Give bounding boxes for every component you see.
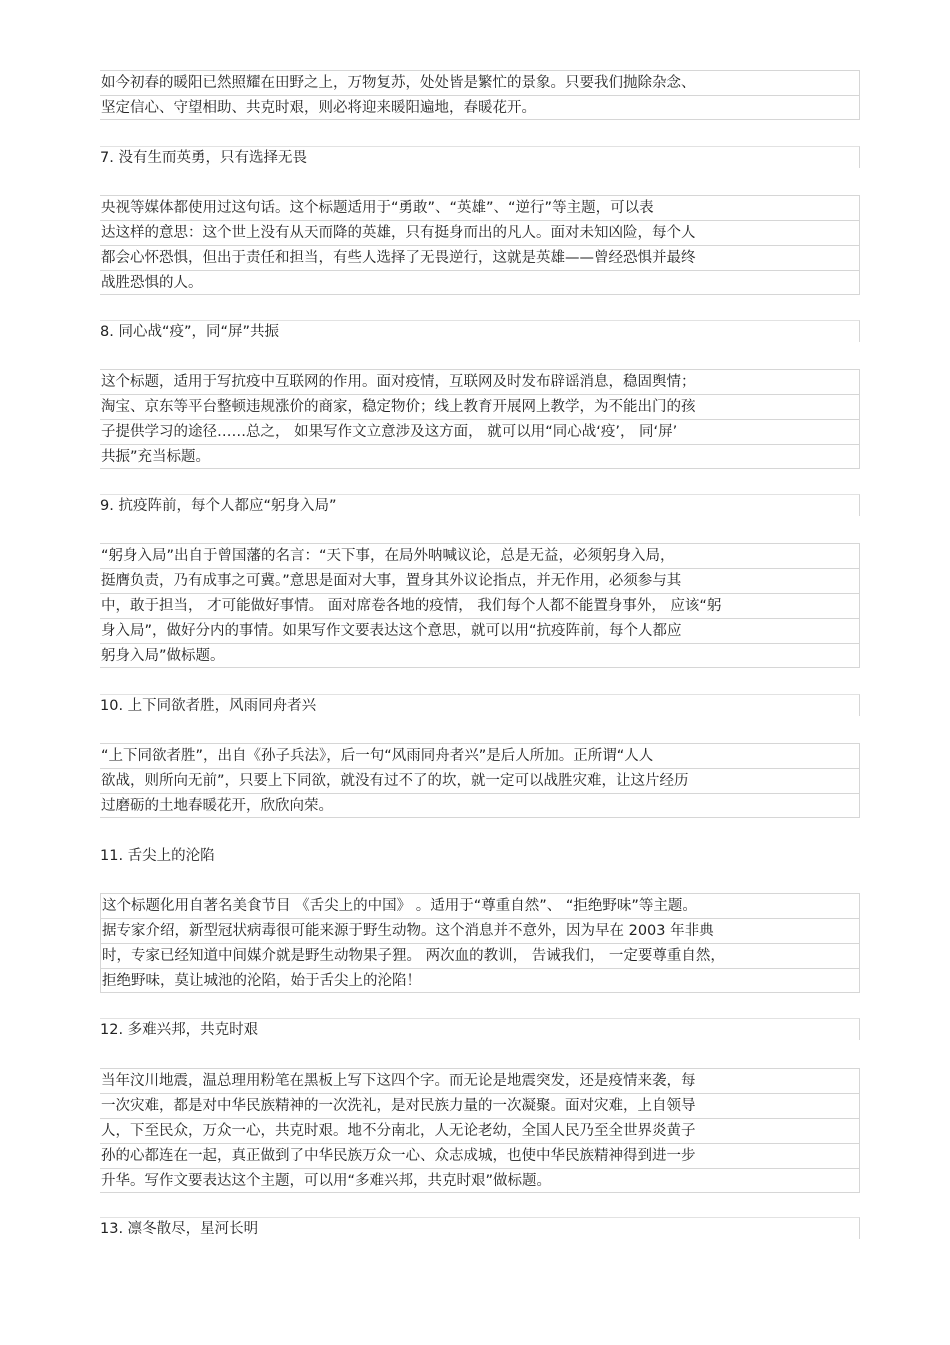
paragraph-line: 时，专家已经知道中间媒介就是野生动物果子狸。 两次血的教训， 告诫我们， 一定要尊重自然， xyxy=(100,943,860,968)
paragraph-line: 共振”充当标题。 xyxy=(100,444,860,469)
intro-paragraph xyxy=(100,70,860,120)
paragraph-line: 这个标题化用自著名美食节目 《舌尖上的中国》 。适用于“尊重自然”、 “拒绝野味”等主题。 xyxy=(100,893,860,918)
section-paragraph xyxy=(100,195,860,295)
paragraph-line: 这个标题，适用于写抗疫中互联网的作用。面对疫情，互联网及时发布辟谣消息，稳固舆情； xyxy=(100,369,860,394)
paragraph-line: 欲战，则所向无前”，只要上下同欲，就没有过不了的坎，就一定可以战胜灾难，让这片经历 xyxy=(100,768,860,793)
section-heading: 11. 舌尖上的沦陷 xyxy=(100,848,215,864)
section-heading: 8. 同心战“疫”，同“屏”共振 xyxy=(100,320,860,342)
paragraph-line: 坚定信心、守望相助、共克时艰，则必将迎来暖阳遍地，春暖花开。 xyxy=(100,95,860,120)
paragraph-line: 央视等媒体都使用过这句话。这个标题适用于“勇敢”、“英雄”、“逆行”等主题，可以表 xyxy=(100,195,860,220)
paragraph-line: 一次灾难，都是对中华民族精神的一次洗礼，是对民族力量的一次凝聚。面对灾难，上自领导 xyxy=(100,1093,860,1118)
paragraph-line: 淘宝、京东等平台整顿违规涨价的商家，稳定物价；线上教育开展网上教学，为不能出门的孩 xyxy=(100,394,860,419)
section-heading: 10. 上下同欲者胜，风雨同舟者兴 xyxy=(100,694,860,716)
paragraph-line: 达这样的意思：这个世上没有从天而降的英雄，只有挺身而出的凡人。面对未知凶险，每个人 xyxy=(100,220,860,245)
paragraph-line: 都会心怀恐惧，但出于责任和担当，有些人选择了无畏逆行，这就是英雄——曾经恐惧并最终 xyxy=(100,245,860,270)
paragraph-line: “躬身入局”出自于曾国藩的名言：“天下事，在局外呐喊议论，总是无益，必须躬身入局， xyxy=(100,543,860,568)
paragraph-line: 子提供学习的途径……总之， 如果写作文立意涉及这方面， 就可以用“同心战‘疫’， 同‘屏’ xyxy=(100,419,860,444)
paragraph-line: 拒绝野味，莫让城池的沦陷，始于舌尖上的沦陷！ xyxy=(100,968,860,993)
paragraph-line: 战胜恐惧的人。 xyxy=(100,270,860,295)
paragraph-line: 据专家介绍，新型冠状病毒很可能来源于野生动物。这个消息并不意外，因为早在 2003 年非典 xyxy=(100,918,860,943)
paragraph-line: “上下同欲者胜”，出自《孙子兵法》，后一句“风雨同舟者兴”是后人所加。正所谓“人人 xyxy=(100,743,860,768)
section-paragraph xyxy=(100,893,860,993)
paragraph-line: 挺膺负责，乃有成事之可冀。”意思是面对大事，置身其外议论指点，并无作用，必须参与其 xyxy=(100,568,860,593)
paragraph-line: 当年汶川地震，温总理用粉笔在黑板上写下这四个字。而无论是地震突发，还是疫情来袭，每 xyxy=(100,1068,860,1093)
paragraph-line: 升华。写作文要表达这个主题，可以用“多难兴邦，共克时艰”做标题。 xyxy=(100,1168,860,1193)
paragraph-line: 身入局”，做好分内的事情。如果写作文要表达这个意思，就可以用“抗疫阵前，每个人都应 xyxy=(100,618,860,643)
section-heading: 7. 没有生而英勇，只有选择无畏 xyxy=(100,146,860,168)
section-paragraph xyxy=(100,1068,860,1193)
section-paragraph xyxy=(100,743,860,818)
section-heading: 12. 多难兴邦，共克时艰 xyxy=(100,1018,860,1040)
paragraph-line: 过磨砺的土地春暖花开，欣欣向荣。 xyxy=(100,793,860,818)
section-heading: 13. 凛冬散尽，星河长明 xyxy=(100,1217,860,1239)
paragraph-line: 躬身入局”做标题。 xyxy=(100,643,860,668)
paragraph-line: 人，下至民众，万众一心，共克时艰。地不分南北，人无论老幼，全国人民乃至全世界炎黄子 xyxy=(100,1118,860,1143)
paragraph-line: 孙的心都连在一起，真正做到了中华民族万众一心、众志成城，也使中华民族精神得到进一步 xyxy=(100,1143,860,1168)
paragraph-line: 如今初春的暖阳已然照耀在田野之上，万物复苏，处处皆是繁忙的景象。只要我们抛除杂念、 xyxy=(100,70,860,95)
section-heading: 9. 抗疫阵前，每个人都应“躬身入局” xyxy=(100,494,860,516)
section-paragraph xyxy=(100,369,860,469)
paragraph-line: 中，敢于担当， 才可能做好事情。 面对席卷各地的疫情， 我们每个人都不能置身事外， 应该“躬 xyxy=(100,593,860,618)
section-paragraph xyxy=(100,543,860,668)
